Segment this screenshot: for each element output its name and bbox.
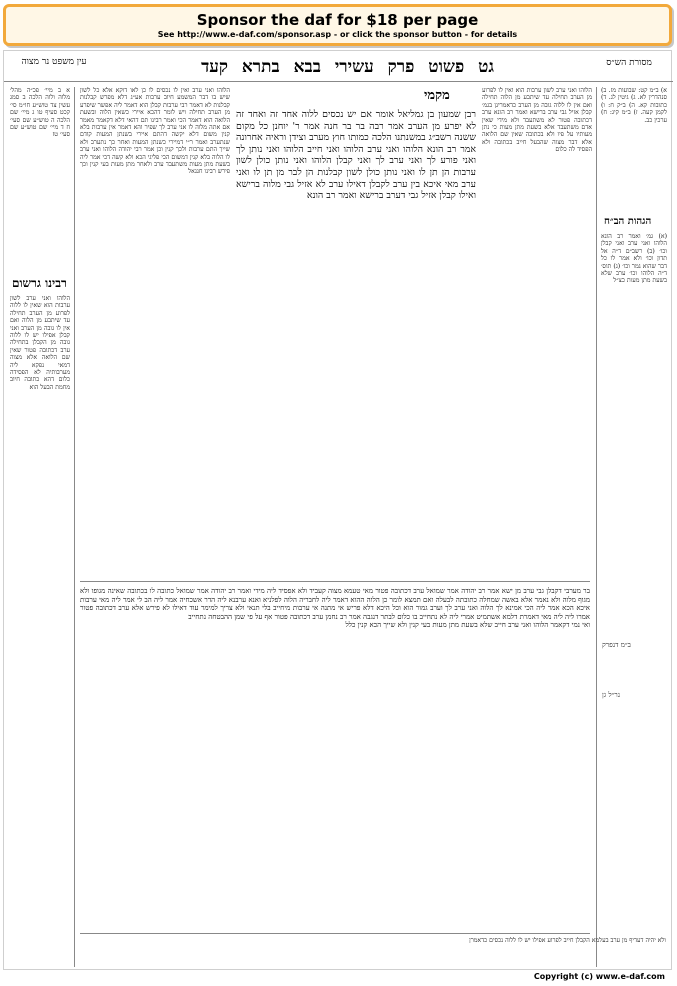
page-header: גט פשוט פרק עשירי בבא בתרא קעד — [201, 57, 494, 77]
ein-mishpat-text: א ב מיי׳ פכ״ה מהל׳ מלוה ולוה הלכה ב סמג עשין צד טוש״ע חו״מ סי׳ קכט סעיף טו ג מיי׳ שם הלכה ה טוש״ע שם סעי׳ ח ד מיי׳ שם טוש״ע שם סעי׳ טז — [10, 87, 70, 139]
gemara-main-text: רבן שמעון בן גמליאל אומר אם יש נכסים ללוה אחד זה ואחד זה לא יפרע מן הערב אמר רבה בר בר חנה אמר ר' יוחנן כל מקום ששנה רשב״ג במשנתנו הלכה כמותו חוץ מערב וצידן וראיה אחרונה אמר רב הונא הלוהו ואני ערב הלוהו ואני חייב הלוהו ואני נותן לך ואני פורע לך ואני ערב לך ואני קבלן הלוהו ואני נותן כולן לשון ערבות הן תן לו ואני נותן כולן לשון קבלנות הן לבר מן תן לו ואני ערב מאי איכא בין ערב לקבלן דאילו ערב לא אזיל גבי מלוה ברישא ואילו קבלן אזיל גבי דערב ברישא ואמר רב הונא — [236, 109, 476, 202]
ein-mishpat-column — [10, 87, 70, 267]
hagahot-title: הגהות הב״ח — [604, 216, 652, 227]
sponsor-banner[interactable] — [3, 4, 672, 46]
rashi-column — [482, 87, 592, 577]
margin-mark-1: ב״מ דנפרק — [602, 641, 631, 649]
footer-rule — [80, 933, 590, 934]
masoret-header: מסורת הש״ס — [606, 58, 652, 68]
masoret-text: א) ב״מ קט: שבועות מז. ב) סנהדרין לא. ג) גיטין לג. ד) כתובות קא. ה) ב״ק ח: ו) לקמן קעה. ז) ב״מ קיג: ח) ערכין כב. — [601, 87, 667, 124]
rabbeinu-gershom-title: רבינו גרשום — [12, 276, 67, 290]
margin-mark-2: נר״ל גן — [602, 691, 620, 699]
right-divider — [596, 87, 597, 967]
tosafot-column — [80, 87, 230, 577]
bottom-note-text: ואי נמי דקאמר הלוהו ואני ערב חייב שלא בשעת מתן מעות בעי קנין ולא שייך הכא קנין כלל — [345, 621, 590, 630]
gemara-opening-word: מקמי — [424, 88, 450, 103]
sponsor-title[interactable]: Sponsor the daf for $18 per page — [196, 11, 479, 29]
rashi-text: הלוהו ואני ערב לשון ערבות הוא ואין לו לפרוע מן הערב תחילה עד שיתבע מן הלוה תחילה ואם אין לו ללוה גובה מן הערב כדאמרינן בגמ׳ קבלן אזיל גבי ערב ברישא ואמר רב הונא ערב דכתובה פטור לא משתעבד ולא מידי שאין אדם משתעבד אלא בשעת מתן מעות כי נתן מעותיו על פיו ולא בכתובה שאין שם הלואה אלא דבר מצוה שהבעל חייב בכתובה ולא הפסיד לה כלום — [482, 87, 592, 154]
lower-gemara-text: בר מערבי דקבלן גבי ערב מן ישא אמר רב יהודה אמר שמואל ערב דכתובה פטור מאי טעמא מצוה קעביד ולא אפסיד ליה מידי ואמר רב יהודה אמר שמואל כתובה לו בכתובה שאינה מגופו ולא מגוף מלוה ולא נאמר אלא באשה שמחלה כתובתה לבעלה ואם תמצא לומר כן הלוה ההוא דאמר ליה לחבריה הלוה לפלניא ואנא ערבנא ליה הדר אשכחיה אמר ליה הב לי אמר ליה מאי ערבות איכא הכא אמר ליה הכי אמינא לך הלוה ואני ערב לך וערב גמור הוא וכל היכא דלא פריש אי מתנה אי ערבות מיחייב בלי תנאי ולא צריך למימר עוד דאילו לא פירש אלא ערב דכתובה פטור אמרו ליה ליה מאי דאמרת דלמא אשתמיט אמרי ליה לא נתחייב בו כלום לבתר דנגבה אמר רב נחמן ערב דכתובה פטור אף על פי שמן ההבטחה נתחייב — [80, 587, 590, 621]
rabbeinu-gershom-text: הלוהו ואני ערב לשון ערבות הוא שאין לו ללוה לפרוע מן הערב תחילה עד שיתבע מן הלוה ואם אין לו גובה מן הערב ואני קבלן אפילו יש לו ללוה גובה מן הקבלן בתחילה ערב דכתובה פטור שאין שם הלואה אלא מצוה דמאי נפקא ליה מערבותיה לא הפסידה כלום דהא כתובה חיוב מחמת הבעל הוא — [10, 295, 70, 391]
header-rule — [4, 81, 673, 82]
gemara-main-column — [236, 109, 476, 569]
rabbeinu-gershom-column — [10, 295, 70, 965]
tosafot-text: הלוהו ואני ערב ואין לו נכסים לו כן לאו דוקא אלא כל לשון שיש בו דבר המשמע חיוב ערבות אע״ג דלא מפרש קבלנות קבלנות לא דאמר רבי ערבות קבלן הוא דאמר ליה אפשר שיפרע מן הערב תחילה ויש לומר דהכא איירי כשאין הלוה ובשעת הלואה הוא דאמר הכי ואמר רבינו תם דהאי דלא דקאמר מאמר אם אתה מלוה לו אני ערב לך שפיר והא דאמר אין ערבות בלא קנין משום דלא יקשה דהתם איירי בשנתן המעות קודם שנתערב ואמר ר״י דמיירי כשנתן המעות ואחר כך נתערב ולא שייך התם ערבות ולכך קנין וכן אמר רבי יהודה הלוהו ואני ערב לו הלוה בלא קנין דמשום הכי פליגי הכא ולא קשה דכי אמר ליה בשעת מתן מעות משתעבד ערב ולאחר מתן מעות בעי קנין וכך פירש רבינו חננאל — [80, 87, 230, 176]
hagahot-text: (א) גמ׳ ואמר רב הונא הלוהו ואני ערב ואני קבלן וכו׳ (ב) רשב״ם ד״ה אל תדון וכו׳ ולא אמר לו כל דבר שהוא גמר וכו׳ (ג) תוס׳ ד״ה הלוהו וכו׳ ערב שלא בשעת מתן מעות כצ״ל — [601, 233, 667, 285]
copyright-text: Copyright (c) www.e-daf.com — [533, 972, 665, 981]
masoret-column — [601, 87, 667, 207]
lower-commentary — [80, 587, 590, 927]
footer-notes — [80, 937, 666, 965]
lower-rule — [80, 581, 590, 582]
sponsor-subtitle[interactable]: See http://www.e-daf.com/sponsor.asp - or click the sponsor button - for details — [157, 30, 518, 39]
hagahot-column — [601, 233, 667, 553]
talmud-page — [3, 50, 672, 970]
footer-text: ולא יהיה דעדיף מן ערב בעלמא הקבלן חייב לפרוע אפילו יש לו ללוה נכסים כדאמרן — [469, 937, 666, 944]
ein-mishpat-header: עין משפט נר מצוה — [21, 57, 87, 67]
left-divider — [74, 87, 75, 967]
